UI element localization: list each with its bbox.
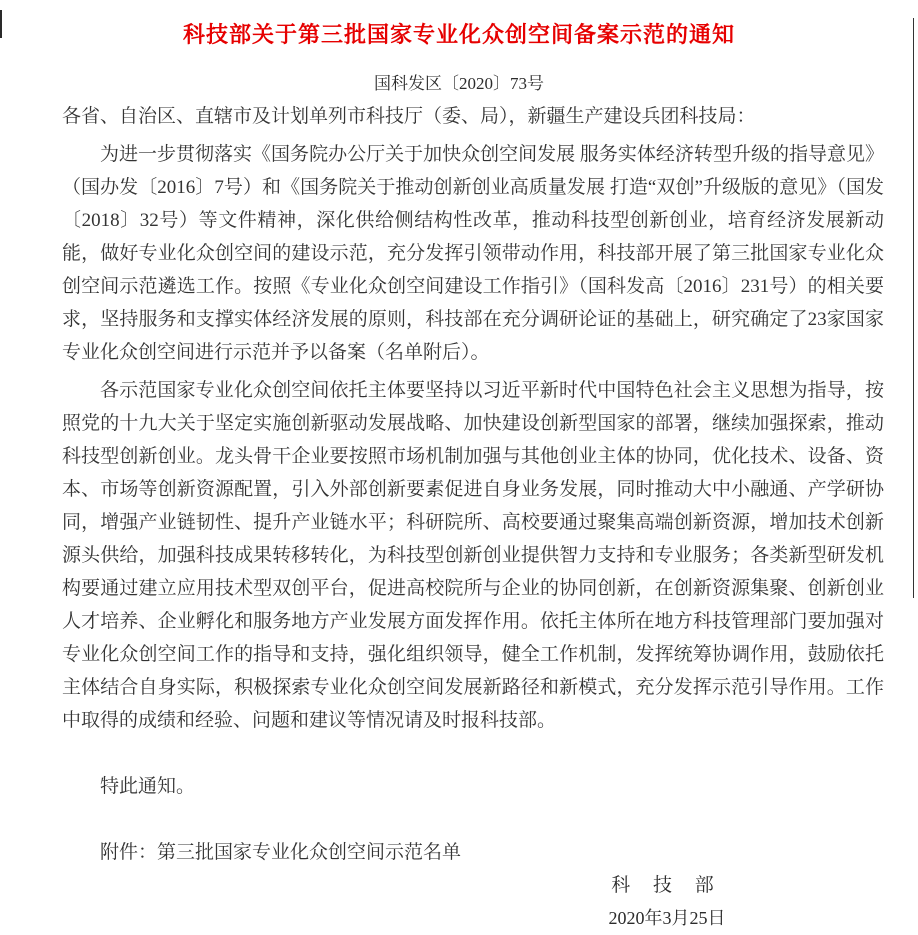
body-paragraph-2: 各示范国家专业化众创空间依托主体要坚持以习近平新时代中国特色社会主义思想为指导，按照党的十九大关于坚定实施创新驱动发展战略、加快建设创新型国家的部署，继续加强探索，推动科技型创新创业。龙头骨干企业要按照市场机制加强与其他创业主体的协同，优化技术、设备、资本、市场等创新资源配置，引入外部创新要素促进自身业务发展，同时推动大中小融通、产学研协同，增强产业链韧性、提升产业链水平；科研院所、高校要通过聚集高端创新资源，增加技术创新源头供给，加强科技成果转移转化，为科技型创新创业提供智力支持和专业服务；各类新型研发机构要通过建立应用技术型双创平台，促进高校院所与企业的协同创新，在创新资源集聚、创新创业人才培养、企业孵化和服务地方产业发展方面发挥作用。依托主体所在地方科技管理部门要加强对专业化众创空间工作的指导和支持，强化组织领导，健全工作机制，发挥统筹协调作用，鼓励依托主体结合自身实际，积极探索专业化众创空间发展新路径和新模式，充分发挥示范引导作用。工作中取得的成绩和经验、问题和建议等情况请及时报科技部。 — [62, 380, 884, 731]
left-edge-mark — [0, 10, 2, 38]
body-paragraph-1: 为进一步贯彻落实《国务院办公厅关于加快众创空间发展 服务实体经济转型升级的指导意见》（国办发〔2016〕7号）和《国务院关于推动创新创业高质量发展 打造“双创”升级版的意见》（国发〔2018〕32号）等文件精神，深化供给侧结构性改革，推动科技型创新创业，培育经济发展新动能，做好专业化众创空间的建设示范，充分发挥引领带动作用，科技部开展了第三批国家专业化众创空间示范遴选工作。按照《专业化众创空间建设工作指引》（国科发高〔2016〕231号）的相关要求，坚持服务和支撑实体经济发展的原则，科技部在充分调研论证的基础上，研究确定了23家国家专业化众创空间进行示范并予以备案（名单附后）。 — [62, 144, 884, 363]
right-edge-line — [913, 18, 914, 598]
salutation-line: 各省、自治区、直辖市及计划单列市科技厅（委、局），新疆生产建设兵团科技局： — [62, 106, 756, 127]
document-title: 科技部关于第三批国家专业化众创空间备案示范的通知 — [182, 22, 735, 47]
signature-block — [562, 869, 772, 935]
signature-date: 2020年3月25日 — [608, 908, 726, 928]
document-number: 国科发区〔2020〕73号 — [374, 74, 544, 93]
closing-line: 特此通知。 — [100, 776, 196, 797]
attachment-line: 附件：第三批国家专业化众创空间示范名单 — [100, 842, 462, 863]
document-body — [62, 100, 884, 935]
signer-name: 科 技 部 — [611, 875, 723, 896]
